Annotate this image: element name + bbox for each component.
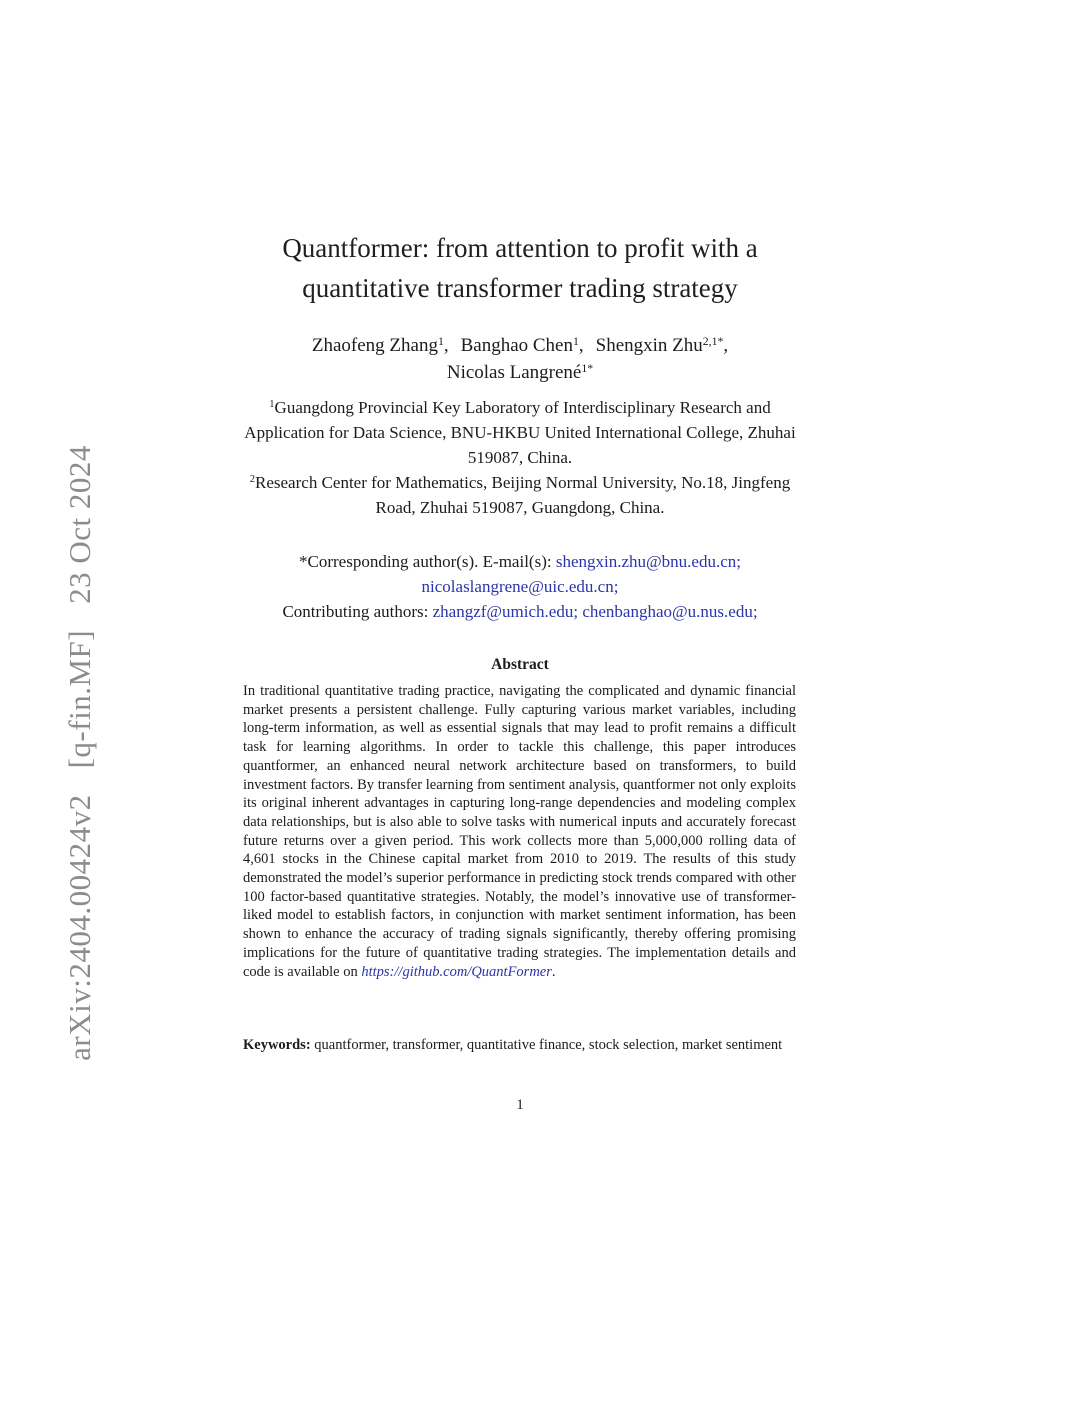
author-2-separator: , (578, 335, 584, 356)
email-link-zhangzf[interactable]: zhangzf@umich.edu; (432, 602, 579, 621)
author-3 (596, 335, 728, 356)
contributing-authors-prefix: Contributing authors: (282, 602, 433, 621)
github-repo-link[interactable]: https://github.com/QuantFormer (361, 963, 552, 980)
author-list (237, 332, 803, 386)
abstract-body-text: In traditional quantitative trading practice, navigating the complicated and dynamic financial market presents a persistent challenge. Fully capturing various market variables, including long-term information, as well as essential signals that may lead to profit remains a difficult task for learning algorithms. In order to tackle this challenge, this paper introduces quantformer, an enhanced neural network architecture based on transformers, to build investment factors. By transfer learning from sentiment analysis, quantformer not only exploits its original inherent advantages in capturing long-range dependencies and modeling complex data relationships, but is also able to solve tasks with numerical inputs and accurately forecast future returns over a given period. This work collects more than 5,000,000 rolling data of 4,601 stocks in the Chinese capital market from 2010 to 2019. The results of this study demonstrated the model’s superior performance in predicting stock trends compared with other 100 factor-based quantitative strategies. Notably, the model’s innovative use of transformer-liked model to establish factors, in conjunction with market sentiment information, has been shown to enhance the accuracy of trading signals significantly, thereby offering promising implications for the future of quantitative trading strategies. The implementation details and code is available on (243, 683, 796, 980)
keywords-block (243, 1036, 796, 1056)
author-2-name: Banghao Chen (460, 335, 573, 356)
paper-title-line2: quantitative transformer trading strategy (302, 273, 738, 303)
author-1-name: Zhaofeng Zhang (311, 335, 438, 356)
author-2 (461, 335, 584, 356)
arxiv-date: 23 Oct 2024 (62, 445, 97, 604)
abstract-heading: Abstract (491, 656, 549, 673)
author-4 (447, 362, 593, 383)
abstract-text (243, 682, 796, 981)
affiliation-1-text: Guangdong Provincial Key Laboratory of Interdisciplinary Research and Application for Data Science, BNU-HKBU United International College, Zhuhai 519087, China. (244, 398, 796, 467)
arxiv-watermark (62, 445, 98, 1061)
keywords-text: quantformer, transformer, quantitative finance, stock selection, market sentiment (310, 1037, 783, 1053)
author-3-separator: , (723, 335, 729, 356)
author-4-affiliation-marker: 1* (581, 361, 594, 375)
affiliation-1 (237, 395, 803, 470)
affiliations (237, 395, 803, 520)
affiliation-2-marker: 2 (249, 474, 256, 486)
email-link-shengxin-zhu[interactable]: shengxin.zhu@bnu.edu.cn; (555, 552, 741, 571)
author-1 (312, 335, 449, 356)
affiliation-1-marker: 1 (269, 399, 275, 411)
author-list-line1 (237, 332, 803, 359)
author-3-name: Shengxin Zhu (595, 335, 703, 356)
author-4-name: Nicolas Langrené (446, 362, 582, 383)
author-1-affiliation-marker: 1 (437, 334, 444, 348)
page-number: 1 (516, 1097, 524, 1113)
arxiv-category: [q-fin.MF] (62, 629, 97, 769)
arxiv-id: arXiv:2404.00424v2 (62, 794, 97, 1061)
email-link-chenbanghao[interactable]: chenbanghao@u.nus.edu; (582, 602, 758, 621)
affiliation-2 (237, 470, 803, 520)
author-2-affiliation-marker: 1 (573, 334, 579, 348)
abstract-closing-period: . (551, 963, 556, 980)
author-1-separator: , (443, 335, 449, 356)
paper-title-line1: Quantformer: from attention to profit with a (282, 233, 758, 263)
affiliation-2-text: Research Center for Mathematics, Beijing Normal University, No.18, Jingfeng Road, Zhuhai 519087, Guangdong, China. (255, 473, 791, 517)
author-list-line2 (237, 359, 803, 386)
corresponding-author-prefix: *Corresponding author(s). E-mail(s): (299, 552, 556, 571)
author-3-affiliation-marker: 2,1* (702, 334, 724, 348)
keywords-label: Keywords: (243, 1037, 311, 1053)
paper-title (237, 228, 803, 308)
email-link-nicolas-langrene[interactable]: nicolaslangrene@uic.edu.cn; (421, 577, 619, 596)
correspondence-block (237, 549, 803, 624)
